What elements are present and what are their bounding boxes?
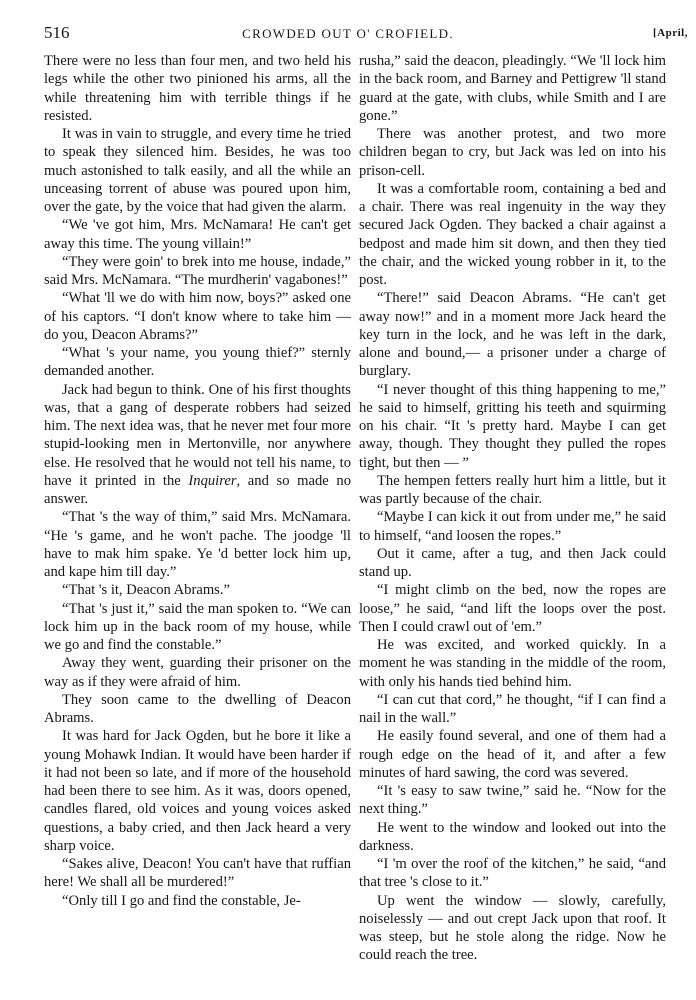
paragraph: “Only till I go and find the constable, Je- <box>62 892 301 909</box>
paragraph: “That 's just it,” said the man spoken to. “We can lock him up in the back room of my house, while we go and find the constable.” <box>44 600 351 653</box>
paragraph: It was hard for Jack Ogden, but he bore it like a young Mohawk Indian. It would have been harder if it had not been so late, and if more of the household had been there to see him. As it was, doors opened, candles flared, old voices and young voices asked questions, a baby cried, and then Jack heard a very sharp voice. <box>44 728 351 854</box>
paragraph: “That 's the way of thim,” said Mrs. McNamara. “He 's game, and he won't pache. The joodge 'll have to mak him spake. Ye 'd better lock him up, and kape him till day.” <box>44 509 351 580</box>
paragraph: “There!” said Deacon Abrams. “He can't get away now!” and in a moment more Jack heard the key turn in the lock, and he was left in the dark, alone and bound,— a prisoner under a charge of burglary. <box>359 290 666 380</box>
page-number: 516 <box>44 23 70 42</box>
paragraph: “I can cut that cord,” he thought, “if I can find a nail in the wall.” <box>359 691 666 726</box>
paragraph: “I never thought of this thing happening to me,” he said to himself, gritting his teeth and squirming on his chair. “It 's pretty hard. Maybe I can get away, though. They thought they pulled the ropes tight, but then — ” <box>359 381 666 471</box>
paragraph: They soon came to the dwelling of Deacon Abrams. <box>44 691 351 726</box>
paragraph: Away they went, guarding their prisoner on the way as if they were afraid of him. <box>44 655 351 690</box>
page-header <box>0 20 696 48</box>
paragraph: He went to the window and looked out into the darkness. <box>359 819 666 854</box>
paragraph: It was a comfortable room, containing a bed and a chair. There was real ingenuity in the way they secured Jack Ogden. They backed a chair against a bedpost and made him sit down, and then they tied the chair, and the wicked young robber in it, to the post. <box>359 180 666 288</box>
issue-month: [April, <box>653 27 688 39</box>
paragraph: He was excited, and worked quickly. In a moment he was standing in the middle of the room, with only his hands tied behind him. <box>359 637 666 690</box>
paragraph: There were no less than four men, and two held his legs while the other two pinioned his arms, all the while threatening him with terrible things if he resisted. <box>44 53 351 124</box>
paragraph: He easily found several, and one of them had a rough edge on the head of it, and after a few minutes of hard sawing, the cord was severed. <box>359 728 666 781</box>
paragraph: “They were goin' to brek into me house, indade,” said Mrs. McNamara. “The murdherin' vagabones!” <box>44 253 351 288</box>
paragraph: The hempen fetters really hurt him a little, but it was partly because of the chair. <box>359 472 666 507</box>
paragraph: “What 's your name, you young thief?” sternly demanded another. <box>44 345 351 380</box>
paragraph: There was another protest, and two more children began to cry, but Jack was led on into his prison-cell. <box>359 126 666 179</box>
paragraph: Jack had begun to think. One of his first thoughts was, that a gang of desperate robbers had seized him. The next idea was, that he never met four more stupid-looking men in Mertonville, nor anywhere else. He resolved that he would not tell his name, to have it printed in the Inquirer, and so made no answer. <box>44 381 351 507</box>
paragraph: rusha,” said the deacon, pleadingly. “We 'll lock him in the back room, and Barney and Pettigrew 'll stand guard at the gate, with clubs, while Smith and I are gone.” <box>359 53 666 124</box>
paragraph: “What 'll we do with him now, boys?” asked one of his captors. “I don't know where to take him — do you, Deacon Abrams?” <box>44 290 351 343</box>
running-title: CROWDED OUT O' CROFIELD. <box>242 26 454 41</box>
paragraph: “Maybe I can kick it out from under me,” he said to himself, “and loosen the ropes.” <box>359 509 666 544</box>
paragraph: Up went the window — slowly, carefully, noiselessly — and out crept Jack upon that roof. It was steep, but he stole along the ridge. Now he could reach the tree. <box>359 892 666 964</box>
paragraph: “Sakes alive, Deacon! You can't have that ruffian here! We shall all be murdered!” <box>44 856 351 891</box>
paragraph: “We 've got him, Mrs. McNamara! He can't get away this time. The young villain!” <box>44 217 351 252</box>
left-text-column <box>44 52 351 952</box>
paragraph: Out it came, after a tug, and then Jack could stand up. <box>359 545 666 580</box>
paragraph: “That 's it, Deacon Abrams.” <box>62 582 230 599</box>
right-text-column <box>359 52 666 964</box>
paragraph: It was in vain to struggle, and every time he tried to speak they silenced him. Besides, he was too much astonished to talk easily, and all the while an unceasing torrent of abuse was poured upon him, over the gate, by the voice that had given the alarm. <box>44 126 351 215</box>
paragraph: “It 's easy to saw twine,” said he. “Now for the next thing.” <box>359 783 666 818</box>
italic-title: Inquirer <box>188 472 237 489</box>
paragraph: “I might climb on the bed, now the ropes are loose,” he said, “and lift the loops over the post. Then I could crawl out of 'em.” <box>359 582 666 635</box>
paragraph: “I 'm over the roof of the kitchen,” he said, “and that tree 's close to it.” <box>359 856 666 891</box>
